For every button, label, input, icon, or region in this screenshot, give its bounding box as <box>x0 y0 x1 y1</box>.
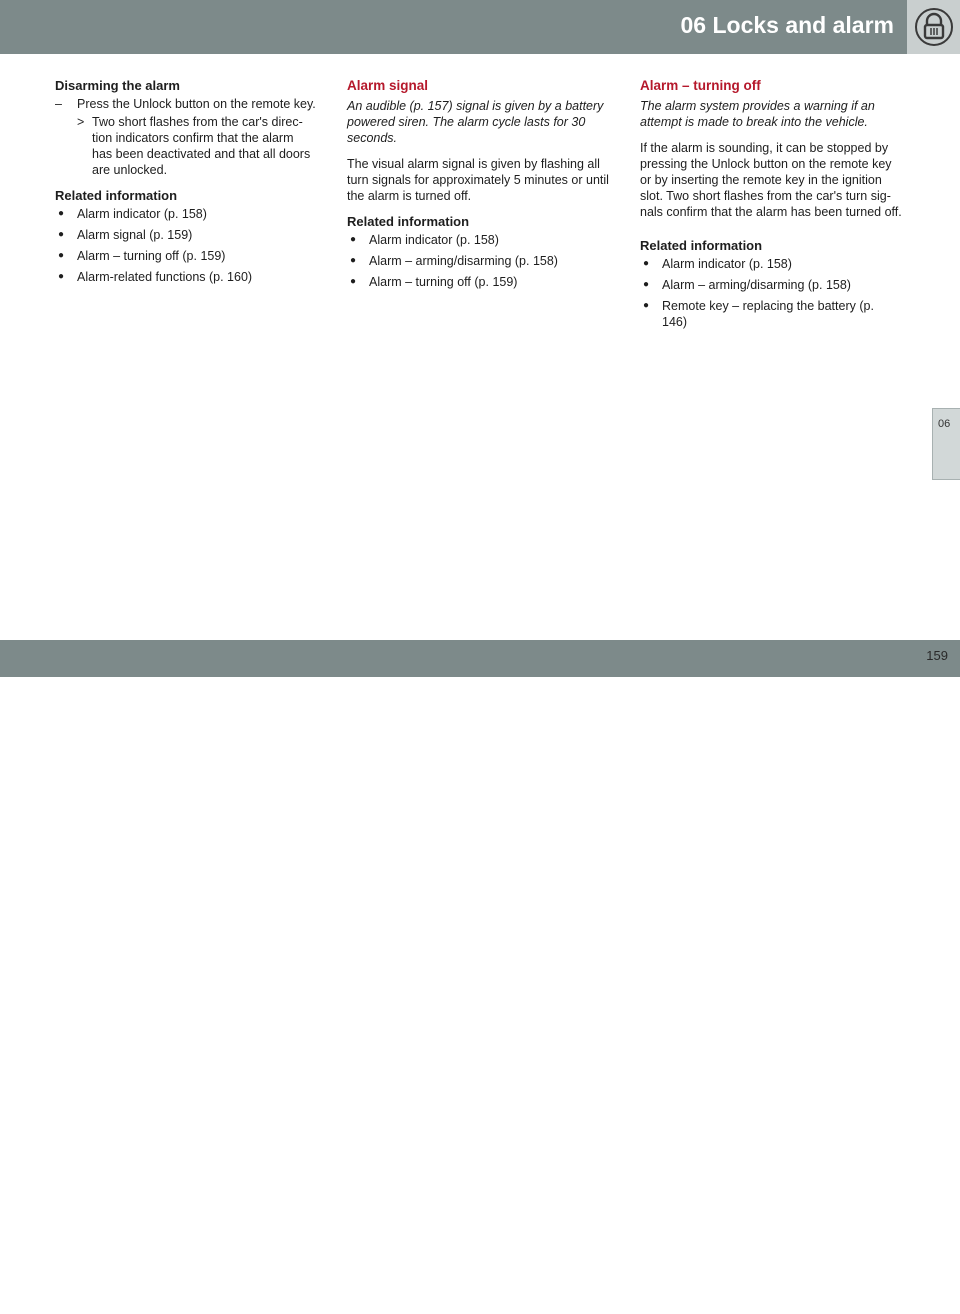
related-list <box>640 256 902 330</box>
page-number: 159 <box>926 648 948 663</box>
related-heading: Related information <box>640 238 763 253</box>
page-footer <box>0 640 960 1313</box>
related-list <box>347 232 609 290</box>
related-link[interactable]: ● Alarm – turning off (p. 159) <box>350 275 518 289</box>
turning-off-intro: The alarm system provides a warning if an attempt is made to break into the vehicle. <box>640 99 875 129</box>
dash-marker: – <box>55 97 62 111</box>
related-link[interactable]: ● Alarm-related functions (p. 160) <box>58 270 253 284</box>
disarm-result <box>55 114 317 178</box>
padlock-icon <box>914 6 954 48</box>
alarm-signal-heading: Alarm signal <box>347 78 429 93</box>
related-link[interactable]: ● Remote key – replacing the battery (p. 146) <box>643 299 874 329</box>
chapter-title: 06 Locks and alarm <box>680 12 894 38</box>
column-turning-off <box>640 78 902 340</box>
turning-off-body: If the alarm is sounding, it can be stopped by pressing the Unlock button on the remote key or by inserting the remote key in the ignition slot. Two short flashes from the car's turn sig-nals confirm that the alarm has been turned off. <box>640 141 902 219</box>
chapter-side-tab[interactable] <box>932 408 960 480</box>
related-link[interactable]: ● Alarm – arming/disarming (p. 158) <box>350 254 558 268</box>
disarming-heading: Disarming the alarm <box>55 78 180 93</box>
page-header <box>0 0 960 54</box>
turning-off-heading: Alarm – turning off <box>640 78 761 93</box>
column-disarming <box>55 78 317 295</box>
disarm-result-text: Two short flashes from the car's direc-tion indicators confirm that the alarm has been deactivated and that all doors are unlocked. <box>92 115 311 177</box>
related-link[interactable]: ● Alarm indicator (p. 158) <box>350 233 499 247</box>
column-alarm-signal <box>347 78 609 300</box>
result-marker: > <box>77 115 85 129</box>
disarm-step-text: Press the Unlock button on the remote key. <box>77 97 316 111</box>
watermark: carmanualsonline.info <box>540 1286 806 1313</box>
related-link[interactable]: ● Alarm indicator (p. 158) <box>643 257 792 271</box>
related-heading: Related information <box>55 188 178 203</box>
related-link[interactable]: ● Alarm indicator (p. 158) <box>58 207 207 221</box>
related-link[interactable]: ● Alarm – arming/disarming (p. 158) <box>643 278 851 292</box>
alarm-signal-body: The visual alarm signal is given by flashing all turn signals for approximately 5 minutes or until the alarm is turned off. <box>347 157 609 203</box>
disarm-step <box>55 96 317 112</box>
related-link[interactable]: ● Alarm signal (p. 159) <box>58 228 193 242</box>
alarm-signal-intro: An audible (p. 157) signal is given by a battery powered siren. The alarm cycle lasts for 30 seconds. <box>347 99 604 145</box>
related-heading: Related information <box>347 214 470 229</box>
related-link[interactable]: ● Alarm – turning off (p. 159) <box>58 249 226 263</box>
chapter-icon-box <box>907 0 960 54</box>
related-list <box>55 206 317 285</box>
side-tab-label: 06 <box>938 418 951 430</box>
